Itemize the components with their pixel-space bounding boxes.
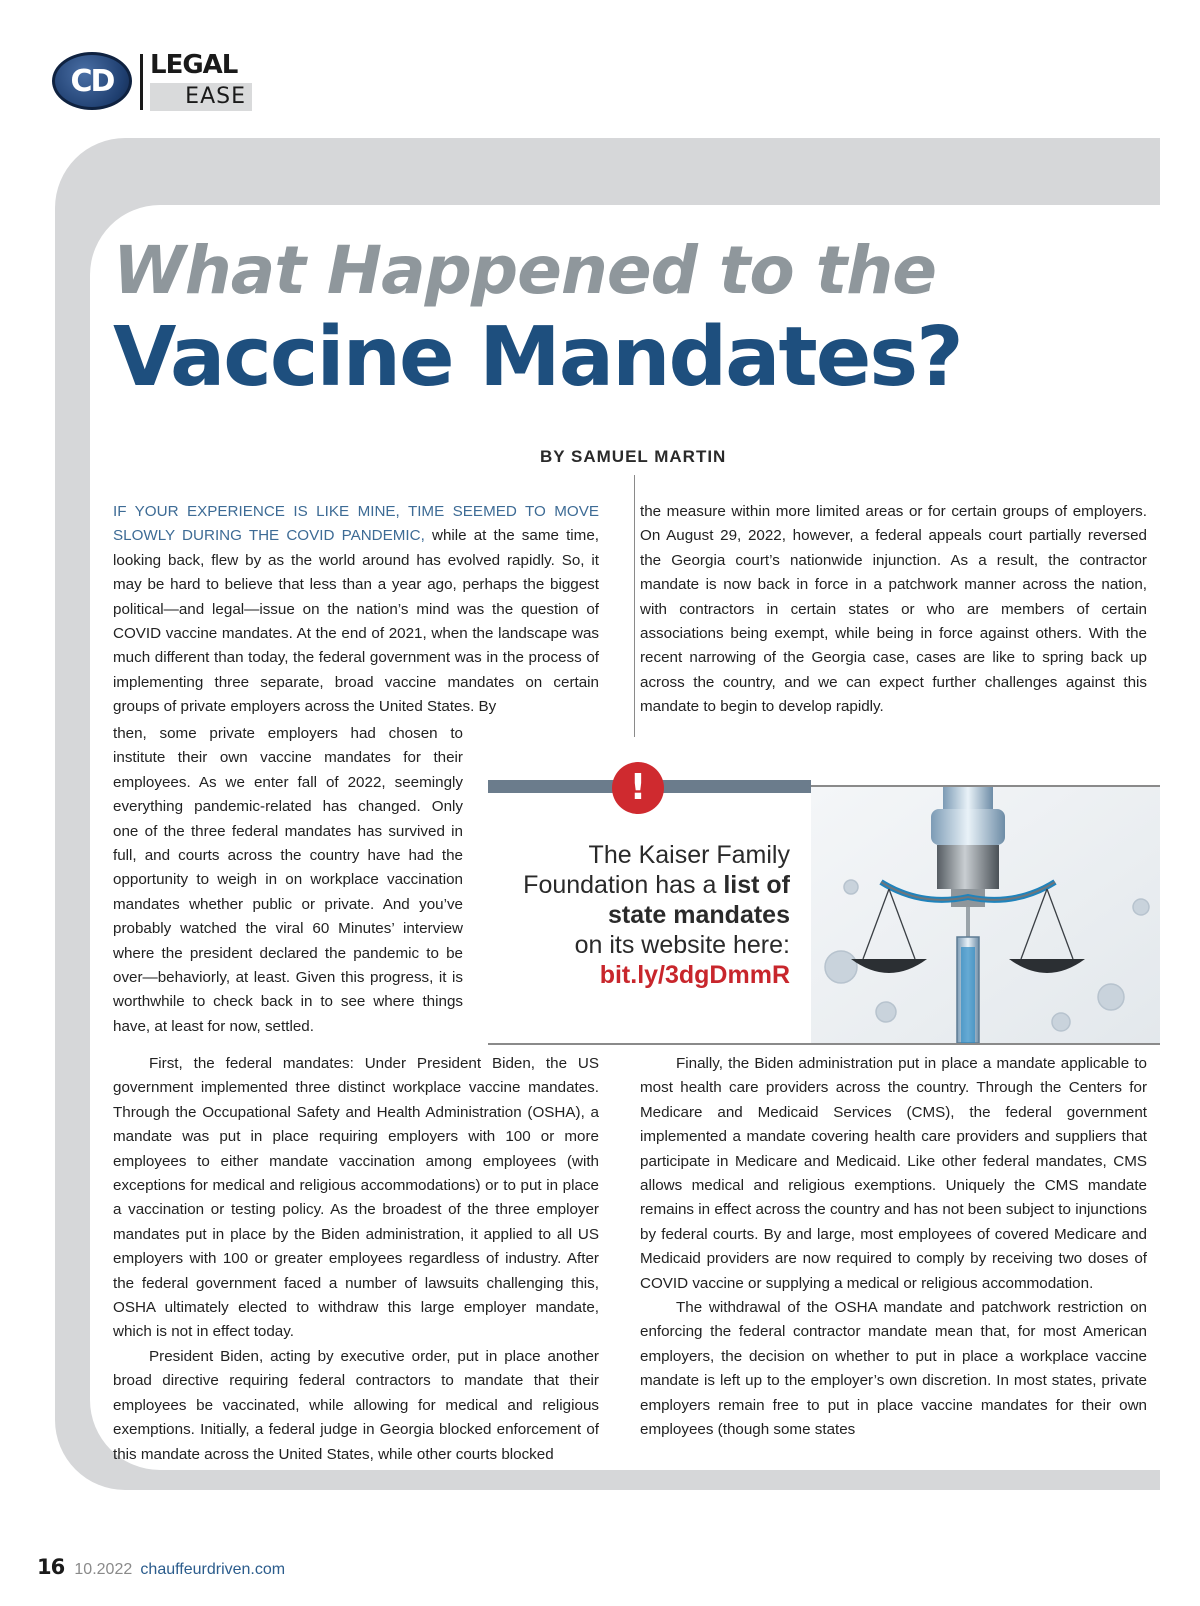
logo-text: CD [70,64,114,99]
paragraph-withdrawal: The withdrawal of the OSHA mandate and patchwork restriction on enforcing the federal contractor mandate mean that, for most American employers, the decision on whether to put in place a workplace vaccine mandate is left up to the employer’s own discretion. In most states, private employers remain free to put in place vaccine mandates for their own employees (though some states [640,1299,1147,1439]
column-left-wrap [113,722,463,1039]
headline-line-2: Vaccine Mandates? [113,310,962,405]
column-divider [634,475,635,737]
paragraph-intro-continued: then, some private employers had chosen to institute their own vaccine mandates for their employees. As we enter fall of 2022, seemingly everything pandemic-related has changed. Only one of the three federal mandates has survived in full, and courts across the country have had the opportunity to weigh in on workplace vaccination mandates whether public or private. And you’ve probably watched the viral 60 Minutes’ interview where the president declared the pandemic to be over—behaviorly, at least. Given this progress, it is worthwhile to check back in to see where things have, at least for now, settled. [113,725,463,1035]
cd-badge-logo [52,52,132,110]
logo-divider [140,54,143,110]
column-left-bottom [113,1052,599,1467]
callout-bottom-rule [488,1043,1160,1045]
callout-line-1: The Kaiser Family [588,841,790,869]
page-number: 16 [37,1555,65,1579]
callout-link[interactable]: bit.ly/3dgDmmR [599,961,790,989]
exclamation-icon: ! [612,762,664,814]
paragraph-contractor-mandate: President Biden, acting by executive order, put in place another broad directive requiring federal contractors to mandate that their employees be vaccinated, while allowing for medical and religious exemptions. Initially, a federal judge in Georgia blocked enforcement of this mandate across the United States, while other courts blocked [113,1347,599,1463]
column-left-top [113,500,599,720]
publication-logo [52,50,252,116]
section-title-ease: EASE [150,83,252,111]
callout-text [490,840,790,990]
issue-date: 10.2022 [74,1561,133,1578]
paragraph-intro: while at the same time, looking back, flew by as the world around has evolved rapidly. So, it may be hard to believe that less than a year ago, perhaps the biggest political—and legal—issue on the nation’s mind was the question of COVID vaccine mandates. At the end of 2021, when the landscape was much different than today, the federal government was in the process of implementing three separate, broad vaccine mandates on certain groups of private employers across the United States. By [113,527,599,716]
headline-line-1: What Happened to the [113,232,937,309]
website-link[interactable]: chauffeurdriven.com [140,1561,286,1578]
lead-in: IF YOUR EXPERIENCE IS LIKE MINE, TIME SEEMED TO MOVE SLOWLY DURING THE COVID PANDEMIC, [113,503,599,545]
column-right-top [640,500,1147,720]
paragraph-cms-mandate: Finally, the Biden administration put in place a mandate applicable to most health care providers across the country. Through the Centers for Medicare and Medicaid Services (CMS), the federal government implemented a mandate covering health care providers and suppliers that participate in Medicare and Medicaid. Like other federal mandates, CMS allows medical and religious exemptions. Uniquely the CMS mandate remains in effect across the country and has not been subject to injunctions by federal courts. By and large, most employees of covered Medicare and Medicaid providers are now required to comply by receiving two doses of COVID vaccine or supplying a medical or religious accommodation. [640,1055,1147,1292]
paragraph-federal-mandates: First, the federal mandates: Under President Biden, the US government implemented three distinct workplace vaccine mandates. Through the Occupational Safety and Health Administration (OSHA), a mandate was put in place requiring employers with 100 or more employees to either mandate vaccination among employees (with exceptions for medical and religious accommodations) or to put in place a vaccination or testing policy. As the broadest of the three employer mandates put in place by the Biden administration, it applied to all US employers with 100 or greater employees regardless of industry. After the federal government faced a number of lawsuits challenging this, OSHA ultimately elected to withdraw this large employer mandate, which is not in effect today. [113,1055,599,1341]
callout-line-2: Foundation has a list of [523,871,790,899]
vaccine-scales-illustration [811,787,1160,1043]
paragraph-contractor-continued: the measure within more limited areas or for certain groups of employers. On August 29, 2022, however, a federal appeals court partially reversed the Georgia court’s nationwide injunction. As a result, the contractor mandate is now back in force in a patchwork manner across the nation, with contractors in certain states or who are members of certain associations being exempt, while being in force against others. With the recent narrowing of the Georgia case, cases are like to spring back up across the country, and we can expect further challenges against this mandate to begin to develop rapidly. [640,503,1147,716]
callout-line-4: on its website here: [574,931,790,959]
page-footer [37,1555,285,1579]
byline: BY SAMUEL MARTIN [540,447,727,466]
callout-line-3: state mandates [607,901,790,929]
section-title-legal: LEGAL [150,50,238,80]
column-right-bottom [640,1052,1147,1443]
